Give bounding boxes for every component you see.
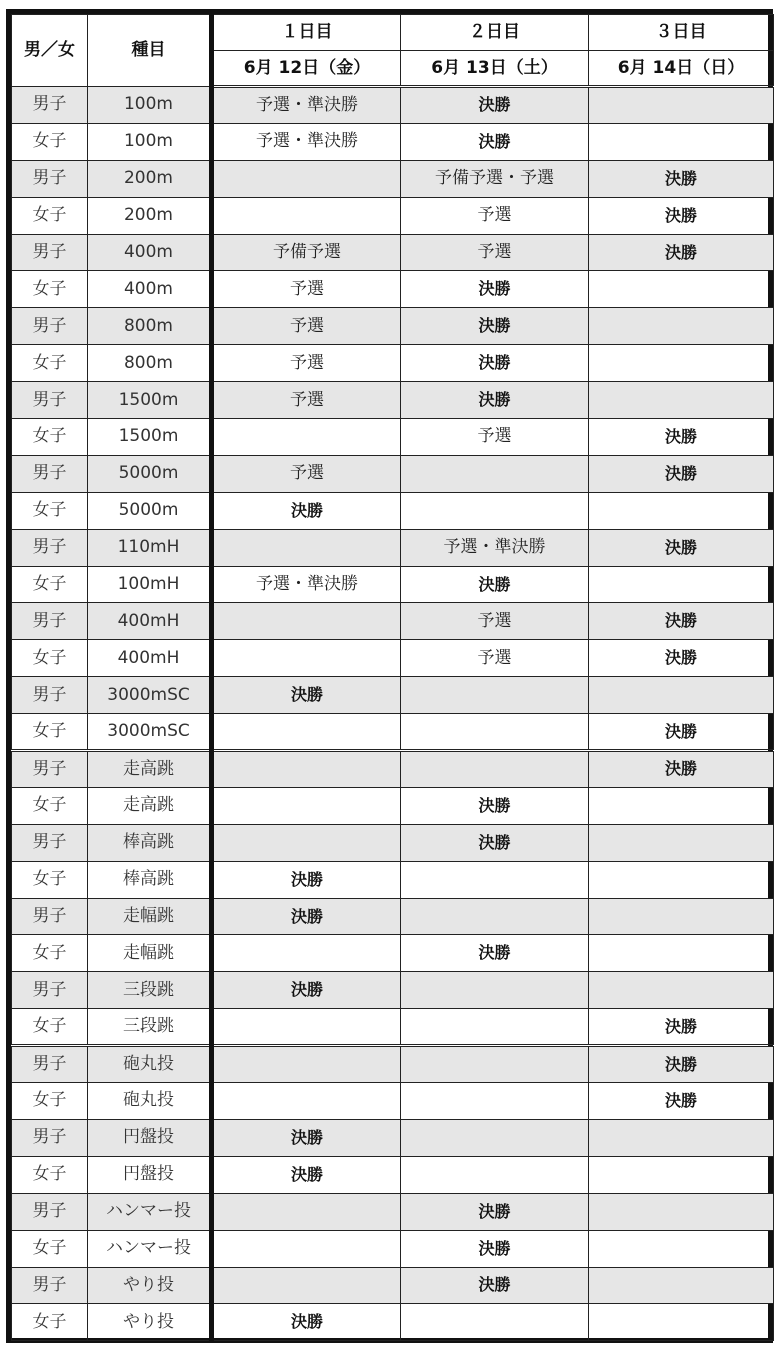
day1-cell [212, 751, 401, 788]
day1-cell: 予選 [212, 308, 401, 345]
day1-cell: 予選 [212, 382, 401, 419]
day1-cell [212, 787, 401, 824]
event-cell: 円盤投 [88, 1119, 212, 1156]
day2-cell [401, 1119, 589, 1156]
table-row [12, 1119, 774, 1156]
day3-cell [589, 382, 774, 419]
day2-cell [401, 898, 589, 935]
sex-cell: 女子 [12, 935, 88, 972]
sex-cell: 男子 [12, 603, 88, 640]
day1-cell: 予選・準決勝 [212, 123, 401, 160]
table-row [12, 972, 774, 1009]
day3-cell [589, 787, 774, 824]
sex-cell: 男子 [12, 1046, 88, 1083]
header-event: 種目 [88, 15, 212, 87]
table-row [12, 271, 774, 308]
day2-cell: 決勝 [401, 824, 589, 861]
day3-cell: 決勝 [589, 1009, 774, 1046]
header-date2: 6月 13日（土） [401, 51, 589, 87]
day3-cell: 決勝 [589, 234, 774, 271]
table-row [12, 861, 774, 898]
event-cell: 砲丸投 [88, 1046, 212, 1083]
sex-cell: 女子 [12, 714, 88, 751]
day2-cell: 決勝 [401, 1267, 589, 1304]
day1-cell: 予選・準決勝 [212, 566, 401, 603]
day1-cell: 決勝 [212, 972, 401, 1009]
sex-cell: 男子 [12, 824, 88, 861]
day3-cell: 決勝 [589, 419, 774, 456]
day3-cell: 決勝 [589, 1083, 774, 1120]
event-cell: 円盤投 [88, 1156, 212, 1193]
day2-cell: 決勝 [401, 1193, 589, 1230]
day1-cell [212, 714, 401, 751]
event-cell: 走高跳 [88, 787, 212, 824]
sex-cell: 男子 [12, 234, 88, 271]
event-cell: 100m [88, 123, 212, 160]
sex-cell: 女子 [12, 640, 88, 677]
header-day1: １日目 [212, 15, 401, 51]
event-cell: 400m [88, 234, 212, 271]
sex-cell: 男子 [12, 1267, 88, 1304]
table-row [12, 345, 774, 382]
event-cell: 100m [88, 87, 212, 124]
day1-cell [212, 1009, 401, 1046]
table-row [12, 492, 774, 529]
day3-cell [589, 1304, 774, 1341]
day2-cell: 予選 [401, 640, 589, 677]
day1-cell: 決勝 [212, 861, 401, 898]
sex-cell: 女子 [12, 419, 88, 456]
day2-cell: 決勝 [401, 87, 589, 124]
sex-cell: 男子 [12, 308, 88, 345]
event-cell: 800m [88, 345, 212, 382]
table-row [12, 787, 774, 824]
day1-cell [212, 529, 401, 566]
day3-cell: 決勝 [589, 455, 774, 492]
day3-cell [589, 1193, 774, 1230]
event-cell: 5000m [88, 492, 212, 529]
sex-cell: 女子 [12, 787, 88, 824]
day2-cell: 決勝 [401, 382, 589, 419]
day3-cell: 決勝 [589, 529, 774, 566]
table-row [12, 87, 774, 124]
day2-cell: 決勝 [401, 345, 589, 382]
header-day3: ３日目 [589, 15, 774, 51]
sex-cell: 男子 [12, 529, 88, 566]
day2-cell: 決勝 [401, 787, 589, 824]
event-cell: 200m [88, 160, 212, 197]
day3-cell: 決勝 [589, 714, 774, 751]
event-cell: 三段跳 [88, 1009, 212, 1046]
event-cell: ハンマー投 [88, 1193, 212, 1230]
day3-cell [589, 898, 774, 935]
day2-cell: 予選 [401, 234, 589, 271]
event-cell: 三段跳 [88, 972, 212, 1009]
event-cell: 100mH [88, 566, 212, 603]
day3-cell [589, 271, 774, 308]
event-cell: 110mH [88, 529, 212, 566]
sex-cell: 男子 [12, 677, 88, 714]
day2-cell [401, 455, 589, 492]
day3-cell [589, 566, 774, 603]
day1-cell: 予選 [212, 455, 401, 492]
day1-cell [212, 160, 401, 197]
day2-cell: 決勝 [401, 271, 589, 308]
table-row [12, 419, 774, 456]
schedule-body [12, 87, 774, 1341]
day1-cell: 予選 [212, 271, 401, 308]
sex-cell: 女子 [12, 861, 88, 898]
event-cell: 走高跳 [88, 751, 212, 788]
day3-cell [589, 492, 774, 529]
event-cell: 3000mSC [88, 714, 212, 751]
sex-cell: 女子 [12, 1230, 88, 1267]
table-row [12, 603, 774, 640]
day1-cell: 予備予選 [212, 234, 401, 271]
sex-cell: 女子 [12, 271, 88, 308]
sex-cell: 男子 [12, 1119, 88, 1156]
day3-cell [589, 1230, 774, 1267]
table-row [12, 1193, 774, 1230]
event-cell: 800m [88, 308, 212, 345]
event-cell: 1500m [88, 382, 212, 419]
day1-cell [212, 935, 401, 972]
table-row [12, 160, 774, 197]
day2-cell [401, 861, 589, 898]
sex-cell: 女子 [12, 566, 88, 603]
table-row [12, 197, 774, 234]
day1-cell: 予選・準決勝 [212, 87, 401, 124]
day3-cell [589, 1119, 774, 1156]
day2-cell: 決勝 [401, 1230, 589, 1267]
day2-cell [401, 1009, 589, 1046]
day3-cell [589, 308, 774, 345]
event-cell: 走幅跳 [88, 898, 212, 935]
table-row [12, 1304, 774, 1341]
day3-cell [589, 345, 774, 382]
day3-cell [589, 87, 774, 124]
event-cell: 400mH [88, 640, 212, 677]
day1-cell [212, 603, 401, 640]
event-cell: 棒高跳 [88, 861, 212, 898]
sex-cell: 女子 [12, 1009, 88, 1046]
day3-cell: 決勝 [589, 1046, 774, 1083]
day1-cell: 予選 [212, 345, 401, 382]
header-day2: ２日目 [401, 15, 589, 51]
competition-schedule-table [11, 14, 774, 1341]
header-sex: 男／女 [12, 15, 88, 87]
event-cell: 5000m [88, 455, 212, 492]
table-row [12, 751, 774, 788]
day3-cell [589, 972, 774, 1009]
day3-cell [589, 935, 774, 972]
sex-cell: 男子 [12, 972, 88, 1009]
header-date1: 6月 12日（金） [212, 51, 401, 87]
day3-cell: 決勝 [589, 751, 774, 788]
table-row [12, 898, 774, 935]
day2-cell [401, 714, 589, 751]
sex-cell: 女子 [12, 492, 88, 529]
day2-cell: 決勝 [401, 123, 589, 160]
day2-cell [401, 1083, 589, 1120]
event-cell: 200m [88, 197, 212, 234]
day2-cell [401, 1156, 589, 1193]
sex-cell: 女子 [12, 1304, 88, 1341]
table-row [12, 566, 774, 603]
day1-cell [212, 419, 401, 456]
event-cell: 棒高跳 [88, 824, 212, 861]
table-row [12, 1267, 774, 1304]
table-row [12, 529, 774, 566]
day1-cell [212, 197, 401, 234]
day1-cell [212, 640, 401, 677]
sex-cell: 男子 [12, 1193, 88, 1230]
day1-cell [212, 1230, 401, 1267]
day2-cell: 予選 [401, 197, 589, 234]
event-cell: やり投 [88, 1267, 212, 1304]
sex-cell: 男子 [12, 382, 88, 419]
day2-cell [401, 1046, 589, 1083]
day1-cell: 決勝 [212, 1156, 401, 1193]
event-cell: 1500m [88, 419, 212, 456]
sex-cell: 男子 [12, 751, 88, 788]
day2-cell: 予備予選・予選 [401, 160, 589, 197]
day3-cell [589, 1267, 774, 1304]
day2-cell: 予選・準決勝 [401, 529, 589, 566]
sex-cell: 男子 [12, 160, 88, 197]
table-row [12, 1009, 774, 1046]
day3-cell: 決勝 [589, 603, 774, 640]
day1-cell: 決勝 [212, 1119, 401, 1156]
table-row [12, 1083, 774, 1120]
day1-cell: 決勝 [212, 677, 401, 714]
day3-cell [589, 1156, 774, 1193]
table-row [12, 1046, 774, 1083]
event-cell: やり投 [88, 1304, 212, 1341]
day2-cell: 予選 [401, 419, 589, 456]
day1-cell [212, 1083, 401, 1120]
day3-cell [589, 824, 774, 861]
day3-cell: 決勝 [589, 640, 774, 677]
table-row [12, 824, 774, 861]
schedule-table-frame [6, 9, 773, 1343]
day2-cell: 決勝 [401, 308, 589, 345]
day3-cell: 決勝 [589, 197, 774, 234]
table-row [12, 234, 774, 271]
day1-cell: 決勝 [212, 492, 401, 529]
sex-cell: 女子 [12, 197, 88, 234]
sex-cell: 男子 [12, 455, 88, 492]
day3-cell: 決勝 [589, 160, 774, 197]
event-cell: 砲丸投 [88, 1083, 212, 1120]
day1-cell: 決勝 [212, 1304, 401, 1341]
table-row [12, 455, 774, 492]
table-row [12, 677, 774, 714]
table-row [12, 714, 774, 751]
day1-cell [212, 824, 401, 861]
day2-cell: 決勝 [401, 935, 589, 972]
day2-cell [401, 492, 589, 529]
table-row [12, 123, 774, 160]
event-cell: 400mH [88, 603, 212, 640]
day3-cell [589, 123, 774, 160]
sex-cell: 女子 [12, 1156, 88, 1193]
day2-cell [401, 1304, 589, 1341]
sex-cell: 男子 [12, 898, 88, 935]
day3-cell [589, 861, 774, 898]
sex-cell: 女子 [12, 123, 88, 160]
day3-cell [589, 677, 774, 714]
day1-cell [212, 1046, 401, 1083]
day2-cell: 予選 [401, 603, 589, 640]
day2-cell [401, 677, 589, 714]
header-date3: 6月 14日（日） [589, 51, 774, 87]
day2-cell [401, 972, 589, 1009]
table-row [12, 935, 774, 972]
sex-cell: 男子 [12, 87, 88, 124]
table-row [12, 1230, 774, 1267]
day1-cell: 決勝 [212, 898, 401, 935]
table-row [12, 308, 774, 345]
event-cell: 走幅跳 [88, 935, 212, 972]
sex-cell: 女子 [12, 1083, 88, 1120]
day2-cell [401, 751, 589, 788]
table-row [12, 640, 774, 677]
table-row [12, 382, 774, 419]
sex-cell: 女子 [12, 345, 88, 382]
day1-cell [212, 1267, 401, 1304]
event-cell: 400m [88, 271, 212, 308]
day2-cell: 決勝 [401, 566, 589, 603]
day1-cell [212, 1193, 401, 1230]
table-row [12, 1156, 774, 1193]
event-cell: ハンマー投 [88, 1230, 212, 1267]
event-cell: 3000mSC [88, 677, 212, 714]
